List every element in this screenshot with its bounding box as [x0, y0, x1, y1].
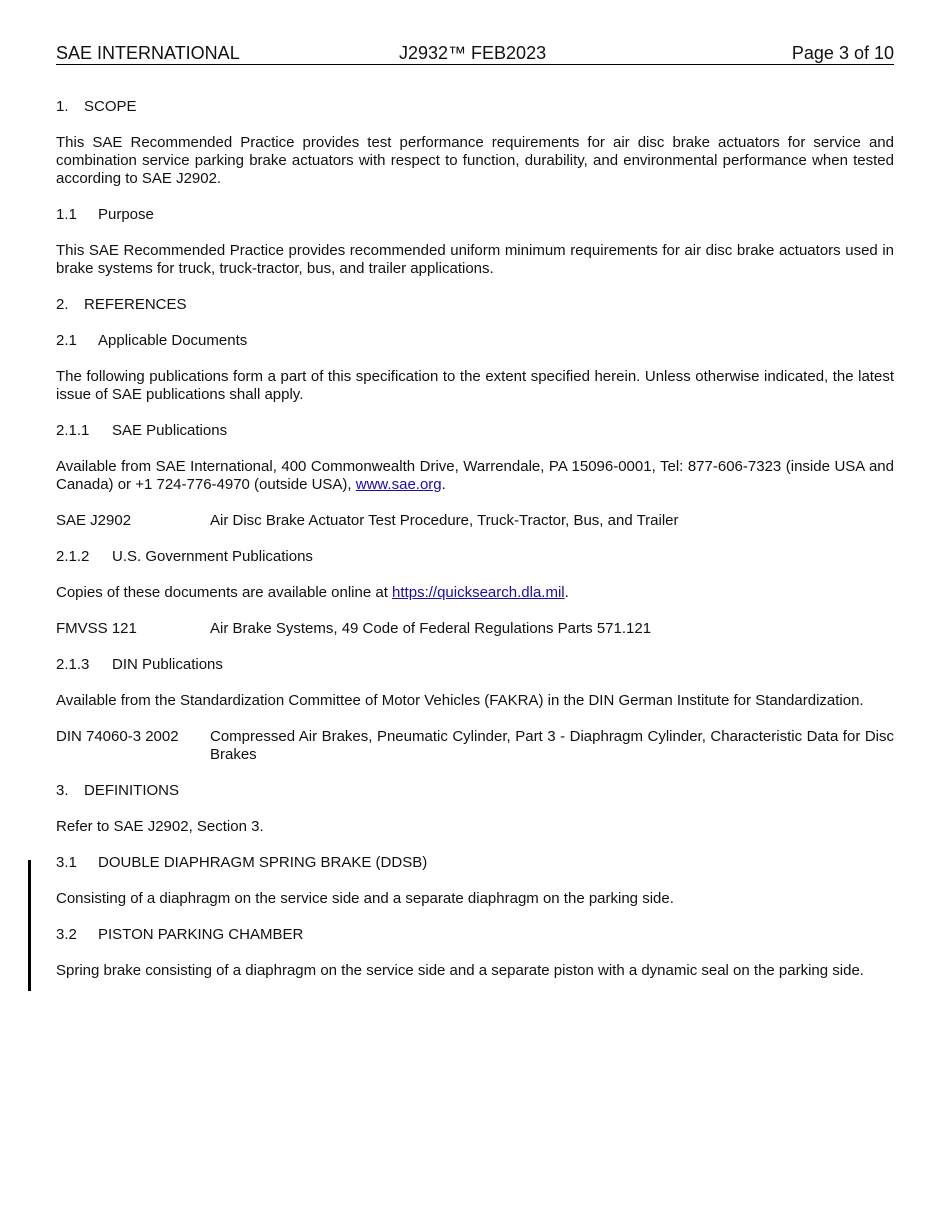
quicksearch-link[interactable]: https://quicksearch.dla.mil — [392, 584, 565, 601]
section-heading-us-government-publications: 2.1.2 U.S. Government Publications — [56, 548, 313, 565]
section-heading-ddsb: 3.1 DOUBLE DIAPHRAGM SPRING BRAKE (DDSB) — [56, 854, 428, 871]
reference-entry-sae-j2902: SAE J2902 Air Disc Brake Actuator Test Procedure, Truck-Tractor, Bus, and Trailer — [56, 512, 679, 529]
reference-entry-din-74060-3: DIN 74060-3 2002 Compressed Air Brakes, Pneumatic Cylinder, Part 3 - Diaphragm Cylinder, Characteristic Data for Disc Brakes — [56, 728, 894, 763]
purpose-paragraph: This SAE Recommended Practice provides recommended uniform minimum requirements for air disc brake actuators used in brake systems for truck, truck-tractor, bus, and trailer applications. — [56, 242, 894, 277]
us-government-publications-paragraph: Copies of these documents are available online at https://quicksearch.dla.mil. — [56, 584, 569, 601]
document-body — [56, 98, 894, 980]
ddsb-paragraph: Consisting of a diaphragm on the service side and a separate diaphragm on the parking side. — [56, 890, 674, 907]
header-org: SAE INTERNATIONAL — [56, 43, 240, 63]
piston-parking-chamber-paragraph: Spring brake consisting of a diaphragm on the service side and a separate piston with a dynamic seal on the parking side. — [56, 962, 864, 979]
header-doc-id: J2932™ FEB2023 — [399, 43, 547, 63]
sae-publications-paragraph: Available from SAE International, 400 Commonwealth Drive, Warrendale, PA 15096-0001, Tel: 877-606-7323 (inside USA and Canada) or +1 724-776-4970 (outside USA), www.sae.org. — [56, 458, 894, 493]
page-header — [56, 42, 894, 65]
section-heading-definitions: 3. DEFINITIONS — [56, 782, 180, 799]
scope-paragraph: This SAE Recommended Practice provides test performance requirements for air disc brake actuators for service and combination service parking brake actuators with respect to function, durability, and environmental performance when tested according to SAE J2902. — [56, 134, 894, 187]
section-heading-purpose: 1.1 Purpose — [56, 206, 154, 223]
section-heading-scope: 1. SCOPE — [56, 98, 137, 115]
din-publications-paragraph: Available from the Standardization Committee of Motor Vehicles (FAKRA) in the DIN German Institute for Standardization. — [56, 692, 864, 709]
definitions-paragraph: Refer to SAE J2902, Section 3. — [56, 818, 264, 835]
section-heading-applicable-documents: 2.1 Applicable Documents — [56, 332, 248, 349]
section-heading-piston-parking-chamber: 3.2 PISTON PARKING CHAMBER — [56, 926, 304, 943]
section-heading-references: 2. REFERENCES — [56, 296, 187, 313]
reference-entry-fmvss-121: FMVSS 121 Air Brake Systems, 49 Code of Federal Regulations Parts 571.121 — [56, 620, 652, 637]
sae-website-link[interactable]: www.sae.org — [355, 476, 442, 493]
applicable-documents-paragraph: The following publications form a part of this specification to the extent specified herein. Unless otherwise indicated, the latest issue of SAE publications shall apply. — [56, 368, 894, 403]
section-heading-sae-publications: 2.1.1 SAE Publications — [56, 422, 228, 439]
header-page-number: Page 3 of 10 — [791, 43, 894, 63]
section-heading-din-publications: 2.1.3 DIN Publications — [56, 656, 223, 673]
revision-change-bar — [28, 860, 31, 991]
